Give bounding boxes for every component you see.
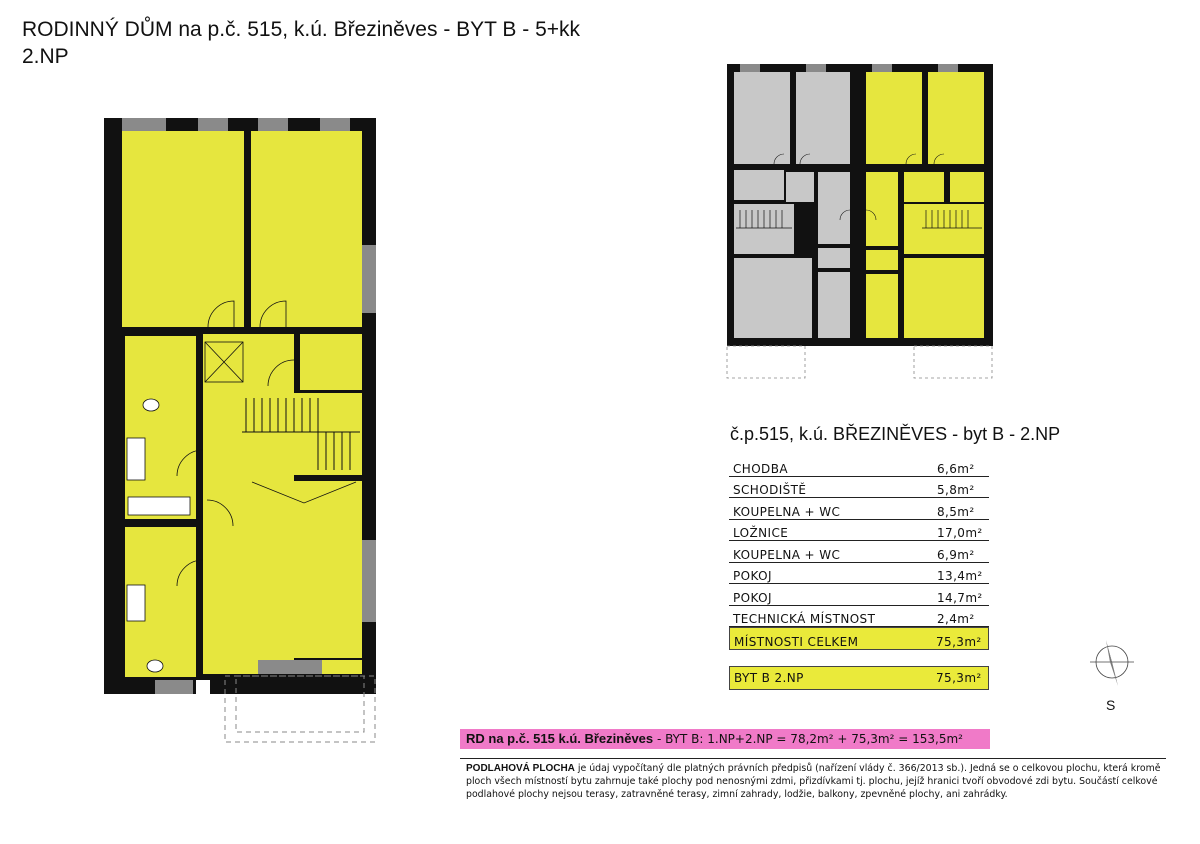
room-koupelna-top bbox=[125, 336, 196, 519]
room-area: 5,8m² bbox=[937, 483, 975, 497]
room-table-title: č.p.515, k.ú. BŘEZINĚVES - byt B - 2.NP bbox=[730, 424, 1061, 444]
table-row bbox=[729, 455, 989, 477]
table-row bbox=[729, 541, 989, 563]
compass-label: S bbox=[1106, 697, 1116, 713]
room-name: POKOJ bbox=[733, 569, 772, 583]
room-area: 6,9m² bbox=[937, 547, 975, 562]
table-row bbox=[729, 520, 989, 542]
main-floor-plan bbox=[104, 118, 376, 742]
compass-icon bbox=[1090, 640, 1134, 686]
room-name: SCHODIŠTĚ bbox=[733, 483, 807, 497]
room-technicka bbox=[300, 334, 362, 390]
title-line-1: RODINNÝ DŮM na p.č. 515, k.ú. Březiněves - BYT B - 5+kk bbox=[22, 18, 581, 41]
flat-area: 75,3m² bbox=[936, 670, 982, 685]
room-name: TECHNICKÁ MÍSTNOST bbox=[733, 612, 876, 626]
divider bbox=[460, 758, 1166, 759]
room-area: 2,4m² bbox=[937, 612, 975, 626]
note-title: PODLAHOVÁ PLOCHA bbox=[466, 763, 575, 774]
summary-text: - BYT B: 1.NP+2.NP = 78,2m² + 75,3m² = 153,5m² bbox=[653, 732, 963, 746]
summary-title: RD na p.č. 515 k.ú. Březiněves bbox=[466, 731, 654, 746]
room-loznice bbox=[207, 481, 362, 658]
total-row bbox=[729, 627, 989, 650]
room-area: 14,7m² bbox=[937, 590, 983, 605]
room-area: 17,0m² bbox=[937, 526, 983, 540]
room-name: LOŽNICE bbox=[733, 526, 789, 540]
total-label: MÍSTNOSTI CELKEM bbox=[734, 634, 859, 649]
room-pokoj-left bbox=[122, 131, 244, 327]
table-row bbox=[729, 498, 989, 520]
title-line-2: 2.NP bbox=[22, 45, 69, 68]
note-text: je údaj vypočítaný dle platných právních předpisů (nařízení vlády č. 366/2013 sb.). Jedná se o celkovou plochu, která kromě ploch všech místností bytu zahrnuje také plochy pod nenosnými zdmi, přizdívkami tj. plochu, jejíž hranici tvoří obvodové zdi bytu. Součástí celkové podlahové plochy nejsou terasy, zatravněné terasy, zimní zahrady, lodžie, balkony, zpevněné plochy, ani zahrádky. bbox=[466, 763, 1161, 801]
room-area: 8,5m² bbox=[937, 504, 975, 519]
room-name: KOUPELNA + WC bbox=[733, 547, 841, 562]
room-area-table bbox=[729, 455, 989, 690]
floor-area-note bbox=[466, 762, 1166, 802]
room-name: CHODBA bbox=[733, 461, 788, 476]
room-area: 13,4m² bbox=[937, 569, 983, 583]
room-pokoj-right bbox=[251, 131, 362, 327]
table-row bbox=[729, 563, 989, 585]
room-area: 6,6m² bbox=[937, 461, 975, 476]
table-row bbox=[729, 606, 989, 628]
flat-row bbox=[729, 666, 989, 690]
table-row bbox=[729, 477, 989, 499]
room-name: KOUPELNA + WC bbox=[733, 504, 841, 519]
summary-bar bbox=[460, 729, 990, 749]
room-name: POKOJ bbox=[733, 590, 772, 605]
table-row bbox=[729, 584, 989, 606]
room-schodiste bbox=[240, 393, 362, 475]
flat-label: BYT B 2.NP bbox=[734, 670, 804, 685]
overview-plan bbox=[727, 64, 993, 378]
total-area: 75,3m² bbox=[936, 634, 982, 649]
